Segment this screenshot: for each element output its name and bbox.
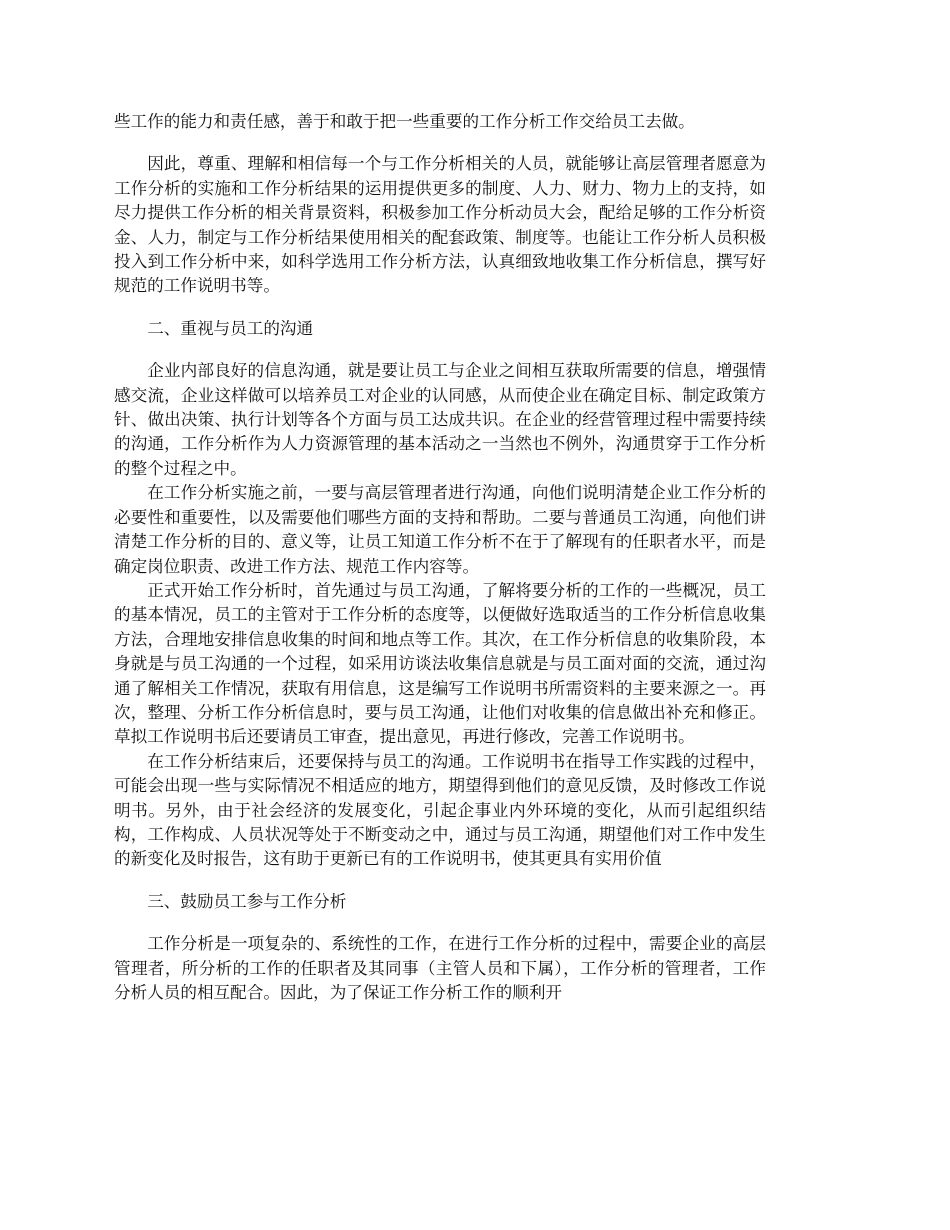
paragraph-before-analysis: 在工作分析实施之前，一要与高层管理者进行沟通，向他们说明清楚企业工作分析的必要性和重要性，以及需要他们哪些方面的支持和帮助。二要与普通员工沟通，向他们讲清楚工作分析的目的、意义等，让员工知道工作分析不在于了解现有的任职者水平，而是确定岗位职责、改进工作方法、规范工作内容等。 (114, 483, 766, 576)
document-page (114, 110, 766, 1005)
section-heading-3: 三、鼓励员工参与工作分析 (147, 891, 347, 911)
paragraph-communication-intro: 企业内部良好的信息沟通，就是要让员工与企业之间相互获取所需要的信息，增强情感交流，企业这样做可以培养员工对企业的认同感，从而使企业在确定目标、制定政策方针、做出决策、执行计划等各个方面与员工达成共识。在企业的经营管理过程中需要持续的沟通，工作分析作为人力资源管理的基本活动之一当然也不例外，沟通贯穿于工作分析的整个过程之中。 (114, 361, 766, 478)
paragraph-participation: 工作分析是一项复杂的、系统性的工作，在进行工作分析的过程中，需要企业的高层管理者，所分析的工作的任职者及其同事（主管人员和下属），工作分析的管理者，工作分析人员的相互配合。因此，为了保证工作分析工作的顺利开 (114, 934, 766, 1002)
paragraph-during-analysis: 正式开始工作分析时，首先通过与员工沟通，了解将要分析的工作的一些概况，员工的基本情况，员工的主管对于工作分析的态度等，以便做好选取适当的工作分析信息收集方法，合理地安排信息收集的时间和地点等工作。其次，在工作分析信息的收集阶段，本身就是与员工沟通的一个过程，如采用访谈法收集信息就是与员工面对面的交流，通过沟通了解相关工作情况，获取有用信息，这是编写工作说明书所需资料的主要来源之一。再次，整理、分析工作分析信息时，要与员工沟通，让他们对收集的信息做出补充和修正。草拟工作说明书后还要请员工审查，提出意见，再进行修改，完善工作说明书。 (114, 580, 766, 747)
section-heading-2: 二、重视与员工的沟通 (147, 318, 314, 338)
paragraph-continuation: 些工作的能力和责任感，善于和敢于把一些重要的工作分析工作交给员工去做。 (114, 112, 695, 131)
paragraph-after-analysis: 在工作分析结束后，还要保持与员工的沟通。工作说明书在指导工作实践的过程中，可能会出现一些与实际情况不相适应的地方，期望得到他们的意见反馈，及时修改工作说明书。另外，由于社会经济的发展变化，引起企事业内外环境的变化，从而引起组织结构，工作构成、人员状况等处于不断变动之中，通过与员工沟通，期望他们对工作中发生的新变化及时报告，这有助于更新已有的工作说明书，使其更具有实用价值 (114, 751, 766, 869)
paragraph-respect: 因此，尊重、理解和相信每一个与工作分析相关的人员，就能够让高层管理者愿意为工作分析的实施和工作分析结果的运用提供更多的制度、人力、财力、物力上的支持，如尽力提供工作分析的相关背景资料，积极参加工作分析动员大会，配给足够的工作分析资金、人力，制定与工作分析结果使用相关的配套政策、制度等。也能让工作分析人员积极投入到工作分析中来，如科学选用工作分析方法，认真细致地收集工作分析信息，撰写好规范的工作说明书等。 (114, 154, 766, 296)
